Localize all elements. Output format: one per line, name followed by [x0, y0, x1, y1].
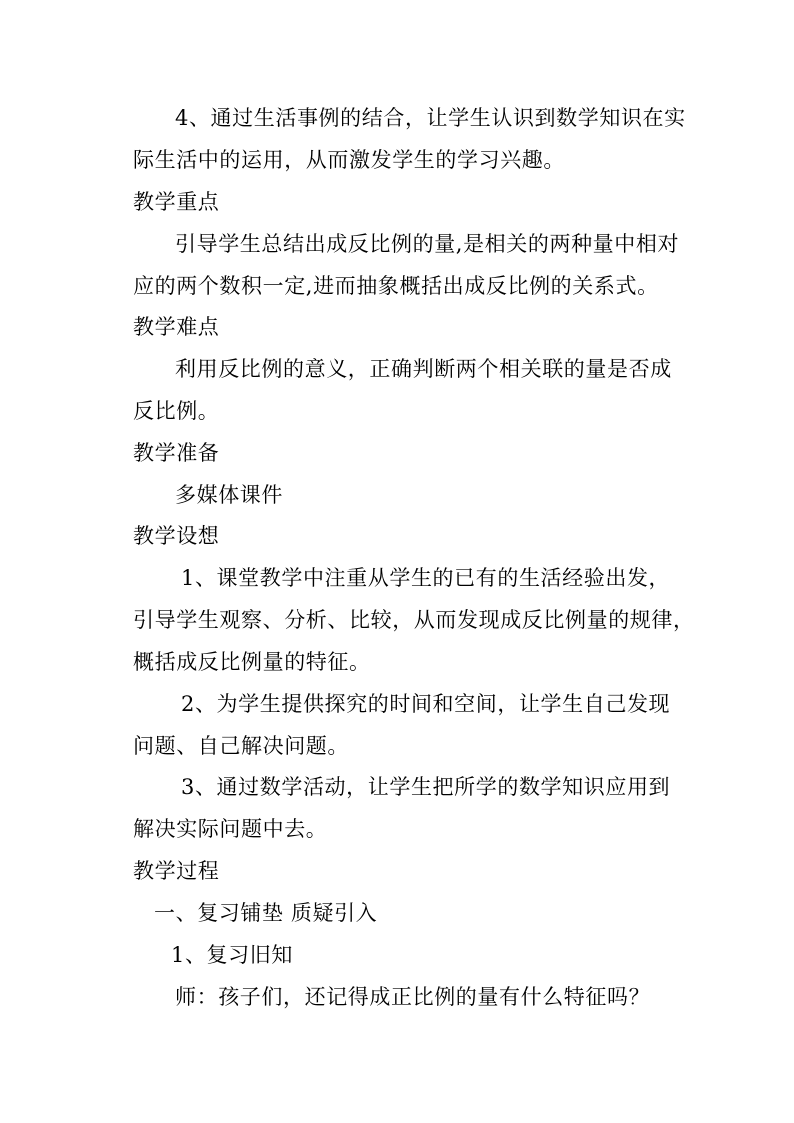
design-item-3-line-1: 3、通过数学活动，让学生把所学的数学知识应用到: [181, 775, 671, 799]
objective-4-line-2: 际生活中的运用，从而激发学生的学习兴趣。: [133, 148, 565, 172]
process-heading: 教学过程: [133, 859, 220, 883]
design-item-3-line-2: 解决实际问题中去。: [133, 817, 328, 841]
design-item-1-line-2: 引导学生观察、分析、比较，从而发现成反比例量的规律，: [133, 608, 695, 632]
preparation-text: 多媒体课件: [175, 483, 283, 507]
objective-4-line-1: 4、通过生活事例的结合，让学生认识到数学知识在实: [175, 106, 686, 130]
process-subsection-1: 1、复习旧知: [171, 943, 293, 967]
process-dialogue-1: 师：孩子们，还记得成正比例的量有什么特征吗？: [175, 985, 651, 1009]
key-points-line-2: 应的两个数积一定,进而抽象概括出成反比例的关系式。: [133, 274, 659, 298]
process-section-1: 一、复习铺垫 质疑引入: [154, 901, 378, 925]
preparation-heading: 教学准备: [133, 441, 220, 465]
difficulties-heading: 教学难点: [133, 315, 220, 339]
difficulties-line-1: 利用反比例的意义，正确判断两个相关联的量是否成: [175, 357, 672, 381]
design-item-1-line-3: 概括成反比例量的特征。: [133, 650, 371, 674]
design-item-2-line-1: 2、为学生提供探究的时间和空间，让学生自己发现: [181, 692, 671, 716]
key-points-line-1: 引导学生总结出成反比例的量,是相关的两种量中相对: [175, 232, 680, 256]
key-points-heading: 教学重点: [133, 190, 220, 214]
difficulties-line-2: 反比例。: [133, 399, 220, 423]
design-heading: 教学设想: [133, 524, 220, 548]
design-item-2-line-2: 问题、自己解决问题。: [133, 734, 349, 758]
design-item-1-line-1: 1、课堂教学中注重从学生的已有的生活经验出发，: [181, 566, 671, 590]
